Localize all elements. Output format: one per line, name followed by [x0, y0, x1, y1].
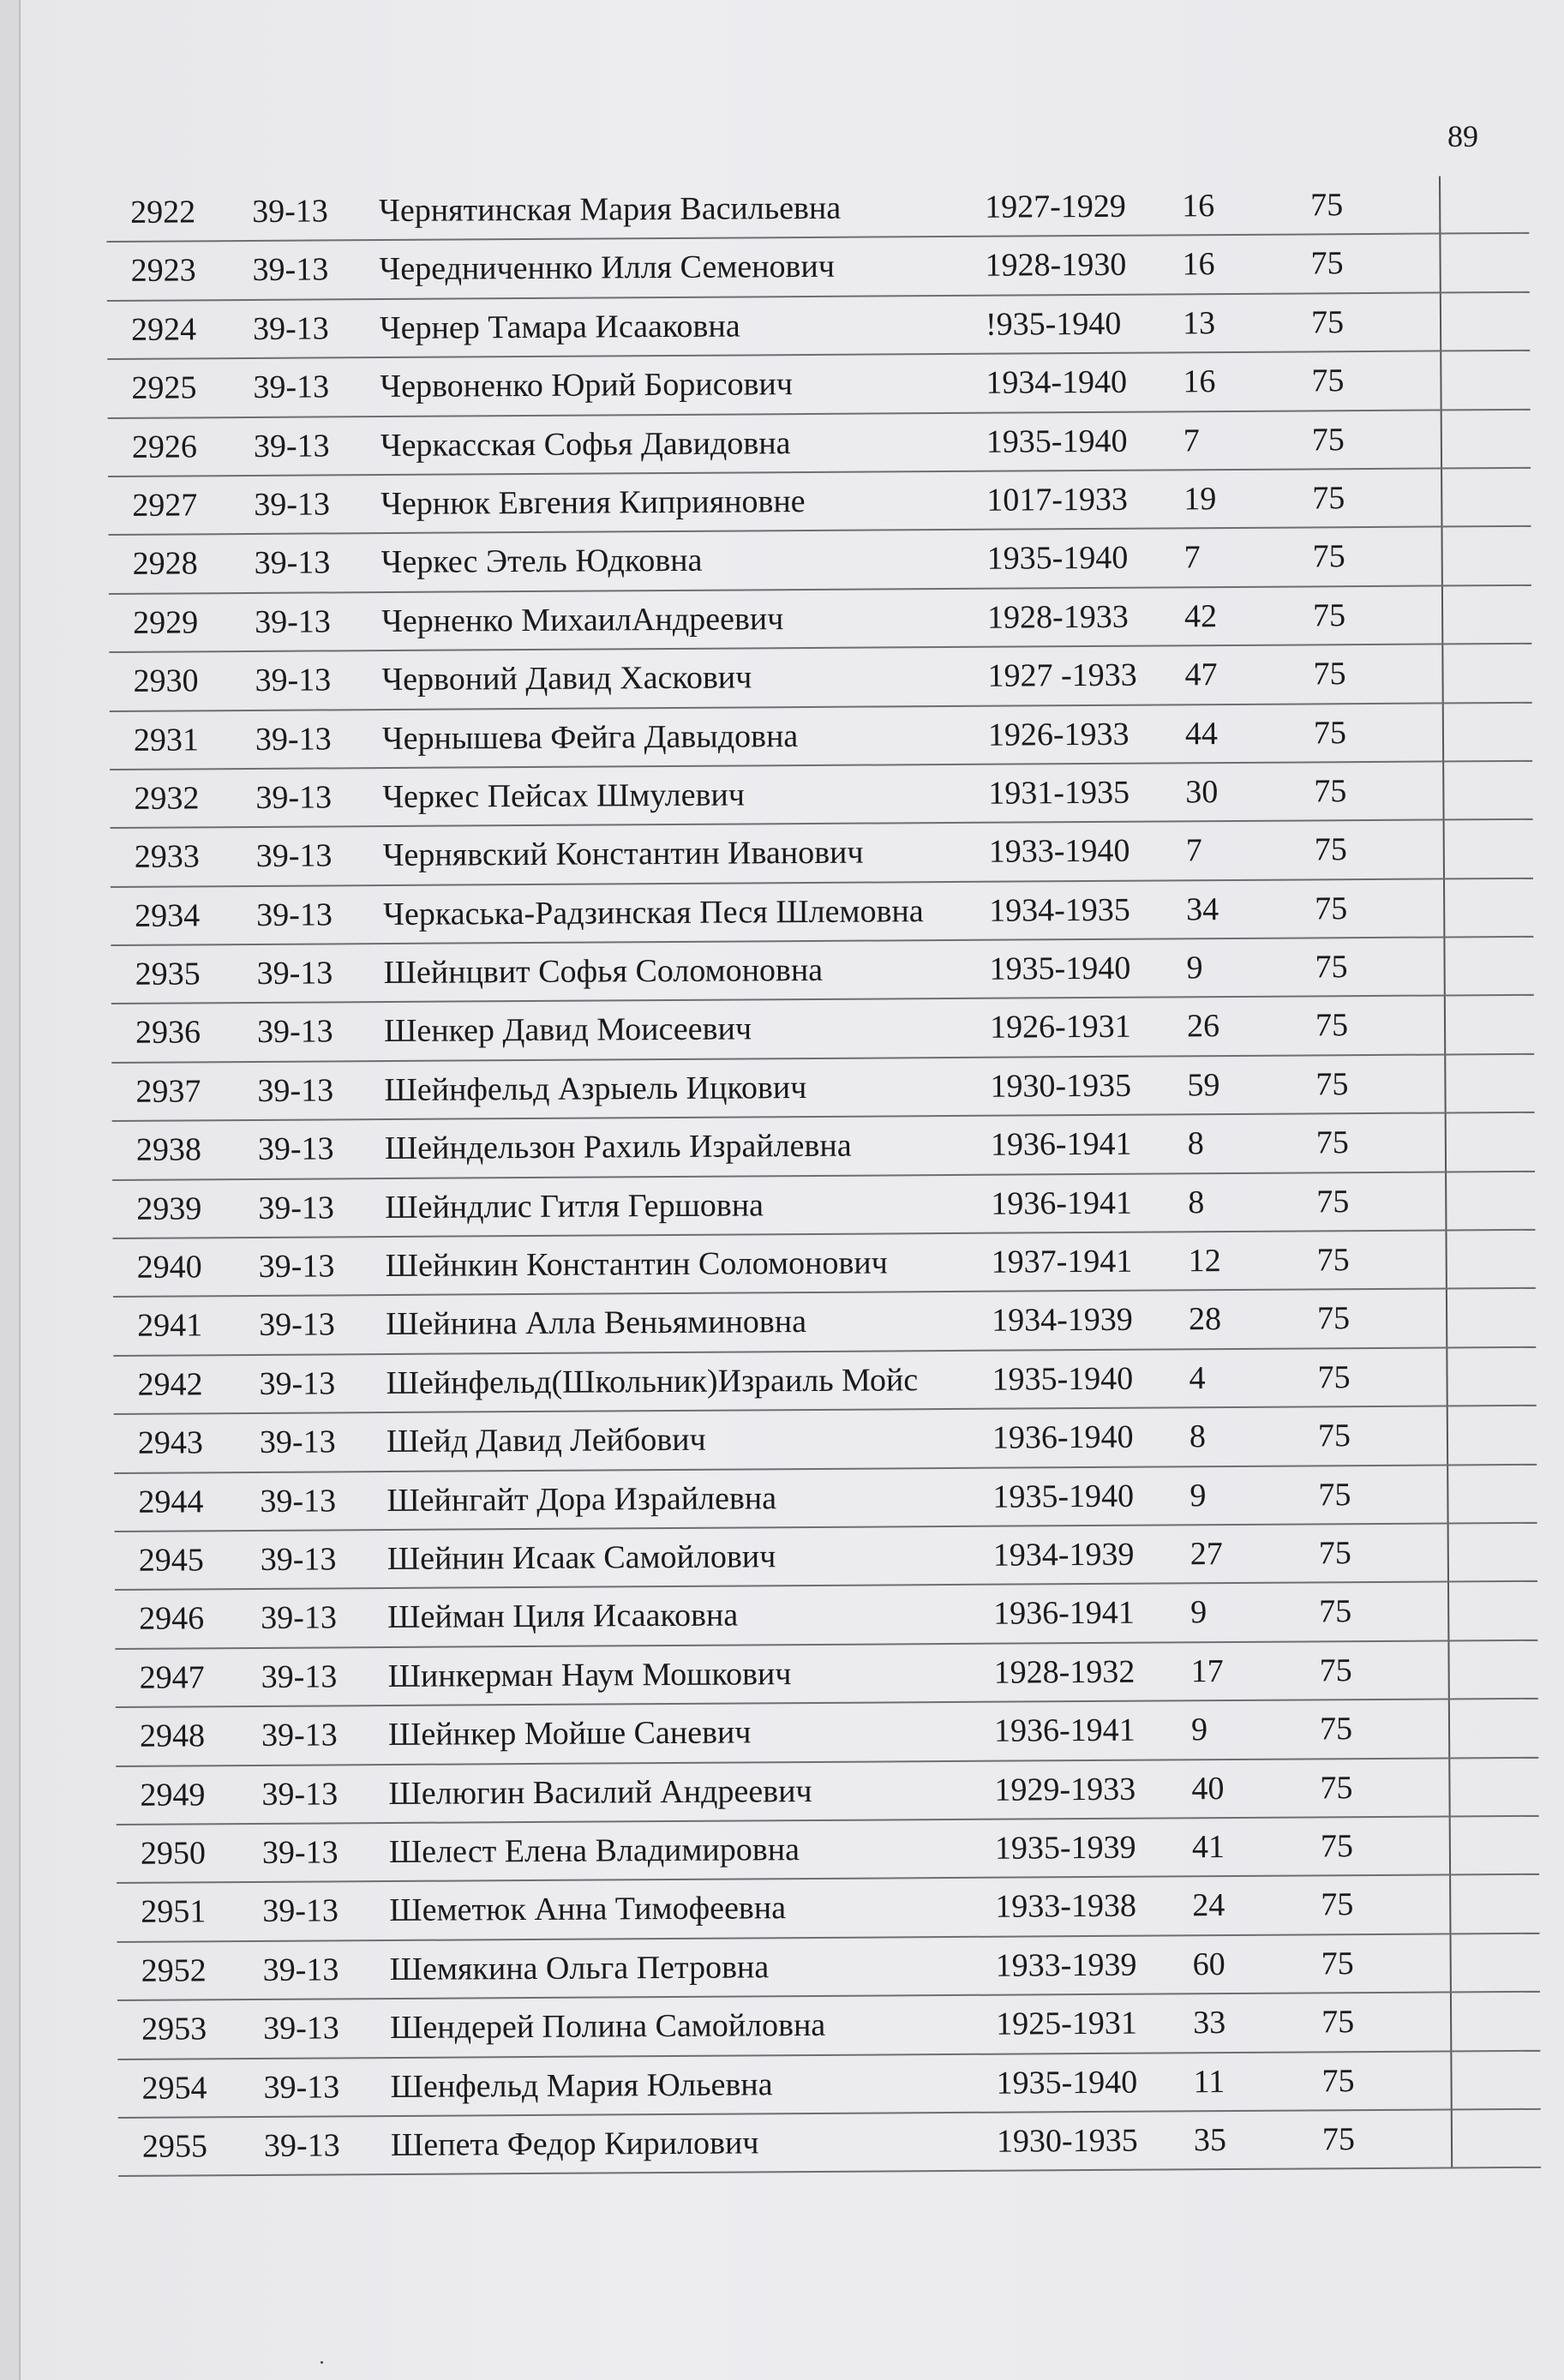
- years-range: 1935-1940: [992, 1478, 1135, 1515]
- record-value: 75: [1311, 363, 1345, 399]
- record-code: 39-13: [258, 1248, 335, 1285]
- record-value: 75: [1311, 421, 1345, 458]
- record-count: 11: [1193, 2063, 1225, 2100]
- person-name: Чернятинская Мария Васильевна: [379, 189, 842, 230]
- years-range: 1935-1940: [989, 950, 1131, 987]
- person-name: Черкес Пейсах Шмулевич: [382, 776, 746, 815]
- years-range: 1936-1940: [992, 1418, 1134, 1456]
- table-row: [117, 1993, 1540, 2060]
- table-row: [111, 820, 1533, 888]
- record-number: 2936: [135, 1014, 201, 1052]
- person-name: Шейнгайт Дора Израйлевна: [387, 1479, 777, 1519]
- record-code: 39-13: [260, 1482, 337, 1520]
- record-number: 2939: [136, 1190, 202, 1227]
- years-range: 1926-1933: [987, 716, 1130, 753]
- record-code: 39-13: [259, 1306, 335, 1344]
- years-range: 1928-1930: [985, 247, 1127, 285]
- record-code: 39-13: [255, 662, 332, 699]
- person-name: Шейнфельд(Школьник)Израиль Мойс: [386, 1362, 919, 1401]
- table-row: [115, 1524, 1537, 1592]
- record-value: 75: [1314, 773, 1347, 810]
- record-number: 2942: [137, 1366, 203, 1403]
- record-count: 16: [1182, 188, 1215, 225]
- record-value: 75: [1312, 596, 1346, 634]
- record-value: 75: [1315, 1066, 1349, 1103]
- table-row: [117, 1934, 1540, 2002]
- table-row: [115, 1582, 1537, 1650]
- record-value: 75: [1318, 1476, 1351, 1513]
- record-value: 75: [1321, 1886, 1354, 1923]
- table-row: [107, 293, 1530, 361]
- years-range: 1925-1931: [996, 2005, 1137, 2042]
- years-range: 1936-1941: [993, 1712, 1136, 1749]
- record-value: 75: [1312, 480, 1345, 517]
- record-number: 2951: [141, 1893, 207, 1931]
- record-value: 75: [1318, 1535, 1351, 1572]
- person-name: Шинкерман Наум Мошкович: [387, 1655, 792, 1694]
- record-code: 39-13: [263, 2127, 340, 2164]
- record-number: 2927: [132, 487, 198, 524]
- person-name: Черкасская Софья Давидовна: [380, 424, 791, 464]
- table-row: [106, 234, 1529, 302]
- record-code: 39-13: [256, 955, 333, 992]
- record-code: 39-13: [258, 1190, 335, 1226]
- record-count: 28: [1188, 1301, 1222, 1338]
- table-row: [113, 1231, 1536, 1298]
- record-code: 39-13: [262, 1951, 339, 1988]
- record-code: 39-13: [254, 544, 331, 582]
- record-count: 7: [1185, 832, 1202, 869]
- record-number: 2955: [141, 2128, 208, 2165]
- record-code: 39-13: [255, 837, 333, 875]
- record-count: 47: [1184, 656, 1218, 693]
- person-name: Чередниченнко Илля Семенович: [379, 249, 836, 288]
- record-number: 2945: [138, 1542, 204, 1579]
- record-code: 39-13: [259, 1424, 336, 1461]
- table-row: [109, 644, 1531, 712]
- record-count: 7: [1183, 539, 1201, 576]
- record-value: 75: [1310, 245, 1344, 282]
- record-number: 2946: [139, 1600, 205, 1638]
- record-count: 19: [1183, 481, 1217, 518]
- record-code: 39-13: [254, 486, 331, 523]
- table-row: [112, 1113, 1535, 1181]
- record-count: 8: [1188, 1184, 1205, 1220]
- record-number: 2924: [130, 311, 197, 348]
- record-number: 2928: [132, 545, 198, 583]
- table-row: [107, 351, 1530, 419]
- record-count: 16: [1182, 246, 1215, 283]
- record-code: 39-13: [257, 1072, 334, 1109]
- record-count: 24: [1192, 1887, 1225, 1924]
- years-range: 1929-1933: [994, 1771, 1136, 1808]
- person-name: Шелест Елена Владимировна: [388, 1831, 800, 1870]
- person-name: Чернышева Фейга Давыдовна: [381, 717, 799, 757]
- record-number: 2935: [135, 956, 201, 992]
- record-count: 9: [1190, 1712, 1208, 1748]
- record-number: 2938: [135, 1131, 202, 1169]
- record-count: 7: [1183, 422, 1200, 459]
- person-name: Черкаська-Радзинская Песя Шлемовна: [383, 892, 924, 932]
- record-value: 75: [1313, 656, 1346, 692]
- years-range: 1935-1939: [994, 1829, 1136, 1867]
- record-value: 75: [1316, 1300, 1351, 1337]
- person-name: Шейндлис Гитля Гершовна: [385, 1186, 764, 1226]
- table-row: [115, 1641, 1537, 1709]
- record-code: 39-13: [252, 193, 328, 230]
- years-range: 1930-1935: [990, 1067, 1132, 1105]
- person-name: Шейнкин Константин Соломонович: [385, 1244, 888, 1285]
- record-number: 2954: [141, 2069, 207, 2107]
- record-count: 60: [1192, 1945, 1225, 1983]
- record-code: 39-13: [261, 1834, 339, 1871]
- record-count: 59: [1187, 1066, 1220, 1104]
- record-number: 2932: [134, 780, 200, 817]
- book-page: [19, 0, 1564, 2380]
- record-code: 39-13: [253, 427, 330, 465]
- person-name: Чернер Тамара Исааковна: [379, 308, 740, 346]
- record-number: 2943: [137, 1424, 204, 1462]
- years-range: 1926-1931: [989, 1009, 1131, 1046]
- record-count: 35: [1193, 2121, 1227, 2159]
- years-range: 1933-1938: [995, 1888, 1137, 1926]
- person-name: Шейндельзон Рахиль Израйлевна: [384, 1127, 852, 1167]
- record-value: 75: [1315, 1124, 1349, 1161]
- person-name: Шейнцвит Софья Соломоновна: [383, 951, 824, 992]
- page-number: 89: [1447, 119, 1478, 153]
- years-range: 1931-1935: [988, 774, 1130, 812]
- person-name: Шенфельд Мария Юльевна: [390, 2065, 773, 2105]
- record-count: 33: [1193, 2005, 1226, 2041]
- record-value: 75: [1317, 1358, 1351, 1396]
- record-value: 75: [1320, 1828, 1354, 1865]
- person-name: Шепета Федор Кирилович: [390, 2125, 759, 2163]
- person-name: Чернявский Константин Иванович: [382, 834, 864, 874]
- years-range: !935-1940: [985, 305, 1122, 343]
- record-count: 44: [1184, 715, 1219, 752]
- years-range: 1935-1940: [986, 540, 1129, 578]
- person-name: Шейман Циля Исааковна: [387, 1597, 739, 1636]
- record-count: 13: [1182, 304, 1216, 342]
- record-value: 75: [1310, 303, 1345, 341]
- record-number: 2937: [135, 1073, 201, 1110]
- record-count: 42: [1183, 597, 1218, 635]
- record-code: 39-13: [252, 310, 329, 347]
- person-name: Шейнкер Мойше Саневич: [387, 1714, 752, 1754]
- person-name: Черненко МихаилАндреевич: [381, 600, 784, 639]
- record-number: 2930: [133, 662, 199, 699]
- years-range: 1934-1940: [986, 363, 1128, 401]
- record-code: 39-13: [256, 896, 333, 933]
- table-row: [110, 762, 1532, 830]
- record-count: 9: [1186, 950, 1203, 986]
- record-number: 2941: [137, 1307, 203, 1345]
- table-row: [109, 527, 1531, 595]
- person-name: Шейд Давид Лейбович: [386, 1421, 706, 1460]
- table-row: [111, 938, 1533, 1005]
- record-number: 2931: [133, 721, 200, 758]
- table-row: [110, 703, 1532, 770]
- years-range: 1933-1940: [988, 833, 1130, 871]
- record-value: 75: [1310, 187, 1344, 224]
- record-code: 39-13: [261, 1775, 339, 1813]
- person-name: Шейнина Алла Веньяминовна: [386, 1304, 807, 1343]
- years-range: 1927 -1933: [987, 656, 1137, 694]
- person-name: Червоненко Юрий Борисович: [380, 366, 794, 405]
- table-row: [114, 1465, 1537, 1532]
- years-range: 1017-1933: [986, 481, 1129, 519]
- record-count: 9: [1190, 1594, 1207, 1631]
- years-range: 1936-1941: [993, 1595, 1135, 1633]
- person-name: Шейнфельд Азрыель Ицкович: [384, 1069, 807, 1108]
- record-code: 39-13: [261, 1717, 338, 1754]
- record-count: 34: [1186, 890, 1219, 928]
- person-name: Шендерей Полина Самойловна: [390, 2007, 826, 2047]
- record-code: 39-13: [254, 603, 331, 640]
- person-name: Чернюк Евгения Киприяновне: [381, 483, 806, 523]
- record-number: 2922: [130, 194, 196, 231]
- table-row: [108, 410, 1531, 477]
- record-count: 17: [1190, 1652, 1224, 1690]
- table-row: [111, 879, 1533, 947]
- years-range: 1927-1929: [985, 188, 1126, 225]
- record-value: 75: [1319, 1593, 1352, 1630]
- person-name: Черкес Этель Юдковна: [381, 543, 703, 581]
- table-row: [116, 1700, 1538, 1767]
- years-range: 1937-1941: [991, 1243, 1133, 1280]
- record-number: 2940: [136, 1249, 202, 1286]
- table-row: [117, 1875, 1539, 1943]
- record-number: 2948: [139, 1718, 206, 1754]
- table-row: [117, 2051, 1540, 2119]
- table-row: [111, 996, 1534, 1064]
- record-number: 2925: [131, 369, 197, 406]
- table-row: [116, 1758, 1538, 1825]
- years-range: 1936-1941: [990, 1125, 1132, 1163]
- years-range: 1936-1941: [991, 1184, 1133, 1222]
- record-count: 9: [1189, 1477, 1207, 1514]
- record-number: 2953: [141, 2011, 207, 2047]
- record-code: 39-13: [255, 720, 332, 758]
- record-count: 30: [1185, 773, 1219, 811]
- record-value: 75: [1321, 2004, 1355, 2041]
- record-value: 75: [1313, 714, 1347, 751]
- record-code: 39-13: [260, 1541, 337, 1578]
- record-number: 2949: [140, 1776, 206, 1813]
- record-code: 39-13: [257, 1130, 334, 1168]
- years-range: 1935-1940: [992, 1360, 1134, 1398]
- record-count: 40: [1191, 1770, 1225, 1807]
- person-name: Шейнин Исаак Самойлович: [387, 1538, 776, 1578]
- table-row: [112, 1172, 1535, 1239]
- years-range: 1933-1939: [995, 1946, 1137, 1984]
- records-table: [106, 176, 1541, 2177]
- record-value: 75: [1320, 1769, 1353, 1806]
- record-count: 41: [1191, 1829, 1225, 1866]
- record-value: 75: [1316, 1242, 1350, 1279]
- table-row: [109, 586, 1531, 654]
- record-code: 39-13: [255, 779, 333, 816]
- record-code: 39-13: [261, 1658, 338, 1695]
- table-row: [108, 469, 1531, 537]
- table-row: [117, 1817, 1539, 1885]
- table-row: [114, 1406, 1537, 1474]
- record-count: 4: [1189, 1360, 1206, 1397]
- record-code: 39-13: [263, 2010, 339, 2047]
- record-code: 39-13: [261, 1599, 338, 1637]
- table-row: [113, 1289, 1536, 1357]
- record-number: 2933: [134, 838, 200, 876]
- person-name: Шенкер Давид Моисеевич: [383, 1010, 752, 1050]
- record-value: 75: [1319, 1711, 1353, 1748]
- record-count: 27: [1189, 1536, 1223, 1573]
- record-count: 26: [1186, 1008, 1220, 1045]
- table-row: [118, 2110, 1541, 2178]
- record-value: 75: [1315, 949, 1348, 986]
- record-value: 75: [1321, 2062, 1355, 2099]
- years-range: 1935-1940: [986, 423, 1128, 460]
- years-range: 1930-1935: [996, 2122, 1138, 2160]
- table-row: [106, 176, 1529, 243]
- record-number: 2923: [130, 252, 196, 290]
- record-value: 75: [1321, 2121, 1356, 2158]
- years-range: 1935-1940: [996, 2064, 1138, 2101]
- record-value: 75: [1317, 1418, 1351, 1454]
- record-code: 39-13: [259, 1365, 336, 1402]
- person-name: Червоний Давид Хаскович: [381, 659, 752, 698]
- record-value: 75: [1312, 538, 1345, 575]
- record-number: 2926: [131, 428, 197, 465]
- record-count: 8: [1187, 1125, 1204, 1162]
- record-code: 39-13: [252, 251, 329, 289]
- record-code: 39-13: [263, 2068, 340, 2106]
- years-range: 1934-1939: [991, 1302, 1133, 1340]
- record-number: 2934: [135, 897, 201, 934]
- record-number: 2944: [138, 1483, 204, 1520]
- person-name: Шемякина Ольга Петровна: [389, 1949, 770, 1987]
- person-name: Шелюгин Василий Андреевич: [388, 1772, 812, 1812]
- years-range: 1928-1932: [993, 1653, 1136, 1691]
- record-value: 75: [1315, 1007, 1349, 1044]
- record-number: 2952: [141, 1952, 207, 1989]
- record-value: 75: [1316, 1183, 1350, 1220]
- record-number: 2929: [132, 604, 199, 641]
- record-code: 39-13: [262, 1892, 339, 1930]
- speck: [321, 2361, 323, 2364]
- record-count: 12: [1188, 1243, 1221, 1280]
- table-row: [111, 1055, 1534, 1123]
- years-range: 1934-1939: [992, 1536, 1135, 1574]
- years-range: 1934-1935: [989, 891, 1130, 929]
- record-value: 75: [1314, 831, 1347, 868]
- record-value: 75: [1319, 1652, 1352, 1689]
- table-row: [113, 1348, 1536, 1416]
- record-number: 2947: [139, 1659, 205, 1696]
- record-value: 75: [1321, 1945, 1354, 1982]
- record-number: 2950: [140, 1835, 207, 1872]
- record-code: 39-13: [253, 369, 330, 406]
- record-count: 16: [1183, 363, 1216, 400]
- record-count: 8: [1189, 1418, 1207, 1455]
- person-name: Шеметюк Анна Тимофеевна: [389, 1890, 787, 1929]
- record-code: 39-13: [256, 1013, 333, 1051]
- record-value: 75: [1315, 890, 1348, 927]
- years-range: 1928-1933: [986, 598, 1129, 636]
